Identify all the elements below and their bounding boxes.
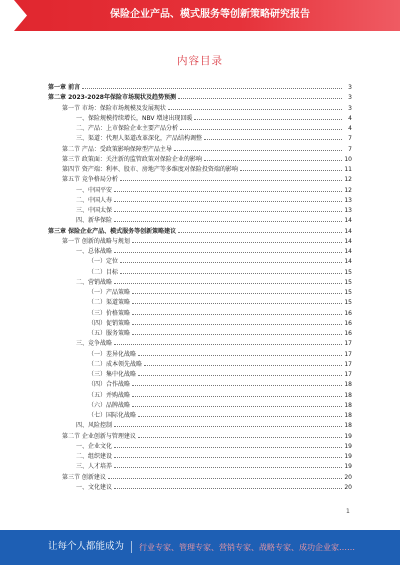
footer-roles: 行业专家、管理专家、营销专家、战略专家、成功企业家…… [139, 543, 355, 552]
toc-entry [48, 216, 352, 226]
toc-entry-text: （四）促销策略 [88, 319, 131, 327]
toc-entry-page: 13 [344, 207, 352, 214]
toc-entry-text: 第二章 2023-2028年保险市场现状及趋势预测 [48, 94, 176, 102]
toc-entry-text: 第一节 创新的战略与规划 [62, 237, 130, 245]
toc-entry [48, 462, 352, 472]
toc-dot-leader [132, 385, 342, 386]
toc-entry-text: 二、营销战略 [76, 278, 113, 286]
toc-entry-text: 一、企业文化 [76, 442, 113, 450]
toc-entry-text: 第三章 保险企业产品、模式服务等创新策略建议 [48, 227, 177, 235]
toc-entry-text: （三）价格策略 [88, 309, 131, 317]
toc-entry-page: 18 [344, 401, 352, 409]
toc-entry [48, 124, 352, 134]
toc-dot-leader [114, 457, 342, 458]
toc-title: 内容目录 [177, 55, 223, 67]
toc-dot-leader [204, 139, 342, 140]
toc-dot-leader [132, 242, 342, 243]
toc-entry [48, 329, 352, 339]
toc-entry-page: 16 [344, 330, 352, 337]
toc-entry [48, 401, 352, 411]
toc-entry-page: 19 [344, 442, 352, 450]
toc-entry-text: 二、产品：上市保险企业主要产品分析 [76, 125, 179, 132]
toc-entry-text: （五）服务策略 [88, 330, 131, 337]
toc-entry [48, 104, 352, 114]
toc-entry [48, 452, 352, 462]
toc-entry-page: 10 [344, 155, 352, 163]
toc-dot-leader [120, 262, 342, 263]
toc-entry-text: 第二节 产品：受政策影响保障型产品主导 [62, 145, 172, 153]
toc-dot-leader [114, 283, 342, 284]
toc-list [48, 83, 352, 493]
toc-entry-text: 二、组织建设 [76, 453, 113, 460]
toc-entry-text: （四）合作战略 [88, 381, 131, 389]
toc-entry-text: 一、保险规模持续增长，NBV 增速出现回暖 [76, 114, 193, 122]
toc-entry [48, 237, 352, 247]
toc-entry [48, 391, 352, 401]
toc-entry [48, 175, 352, 185]
toc-dot-leader [132, 293, 342, 294]
toc-entry [48, 350, 352, 360]
toc-entry-page: 17 [344, 340, 352, 348]
toc-entry-page: 18 [344, 381, 352, 389]
toc-entry [48, 145, 352, 155]
toc-entry-text: （六）品牌战略 [88, 401, 131, 409]
toc-entry-text: （五）并购战略 [88, 391, 131, 399]
toc-entry-text: （二）目标 [88, 268, 119, 276]
toc-entry-page: 17 [344, 371, 352, 378]
toc-dot-leader [132, 334, 342, 335]
toc-dot-leader [132, 396, 342, 397]
toc-dot-leader [114, 467, 342, 468]
toc-dot-leader [114, 488, 342, 489]
toc-entry-text: 三、中国太保 [76, 207, 113, 214]
toc-entry-page: 12 [344, 176, 352, 184]
toc-entry [48, 411, 352, 421]
toc-entry-text: （一）定位 [88, 258, 119, 266]
toc-entry-text: （二）渠道策略 [88, 299, 131, 307]
toc-entry-page: 14 [344, 237, 352, 245]
toc-entry [48, 442, 352, 452]
toc-entry-page: 15 [344, 278, 352, 286]
toc-dot-leader [178, 98, 342, 99]
toc-entry-page: 14 [344, 217, 352, 225]
toc-dot-leader [120, 273, 342, 274]
toc-entry-text: （一）产品策略 [88, 289, 131, 296]
toc-dot-leader [204, 160, 342, 161]
toc-entry-page: 7 [348, 145, 352, 153]
toc-dot-leader [132, 324, 342, 325]
toc-entry-page: 18 [344, 391, 352, 399]
toc-dot-leader [114, 426, 342, 427]
toc-entry-text: 四、新华保险 [76, 217, 113, 225]
toc-entry [48, 196, 352, 206]
toc-entry-text: 一、文化建议 [76, 483, 113, 491]
toc-dot-leader [194, 119, 342, 120]
toc-entry-text: 第一节 市场：保险市场规模及发展现状 [62, 104, 166, 112]
header-banner [0, 0, 400, 31]
toc-dot-leader [132, 406, 342, 407]
toc-dot-leader [138, 416, 342, 417]
toc-entry-page: 3 [348, 104, 352, 112]
toc-dot-leader [114, 447, 342, 448]
toc-entry-page: 16 [344, 309, 352, 317]
toc-entry-text: 三、竞争战略 [76, 340, 113, 348]
toc-entry-text: （七）国际化战略 [88, 412, 137, 419]
toc-entry [48, 432, 352, 442]
toc-entry-page: 19 [344, 463, 352, 471]
footer-banner [0, 530, 400, 565]
toc-entry [48, 155, 352, 165]
toc-entry-page: 16 [344, 319, 352, 327]
toc-dot-leader [138, 437, 342, 438]
footer-divider [131, 541, 132, 553]
toc-entry-page: 4 [348, 125, 352, 132]
toc-entry [48, 227, 352, 237]
toc-dot-leader [114, 344, 342, 345]
toc-entry [48, 483, 352, 493]
toc-entry-text: 第三节 创新建议 [62, 473, 106, 481]
toc-entry-page: 3 [348, 94, 352, 102]
report-title: 保险企业产品、模式服务等创新策略研究报告 [110, 9, 310, 20]
toc-dot-leader [180, 129, 342, 130]
toc-entry-page: 14 [344, 258, 352, 266]
toc-entry-page: 17 [344, 350, 352, 358]
toc-entry-page: 17 [344, 360, 352, 368]
toc-dot-leader [114, 221, 342, 222]
toc-dot-leader [138, 355, 342, 356]
toc-entry-page: 12 [344, 186, 352, 194]
toc-entry-page: 3 [348, 84, 352, 91]
toc-dot-leader [144, 365, 342, 366]
toc-dot-leader [132, 314, 342, 315]
toc-entry [48, 309, 352, 319]
toc-entry-page: 7 [348, 135, 352, 143]
toc-entry-text: （一）差异化战略 [88, 350, 137, 358]
toc-dot-leader [120, 180, 342, 181]
toc-entry-text: 一、总体战略 [76, 248, 113, 255]
toc-entry-page: 19 [344, 432, 352, 440]
toc-entry-page: 15 [344, 289, 352, 296]
toc-entry [48, 339, 352, 349]
toc-dot-leader [114, 201, 342, 202]
toc-dot-leader [132, 303, 342, 304]
toc-dot-leader [108, 478, 342, 479]
toc-entry-page: 20 [344, 483, 352, 491]
toc-entry-page: 14 [344, 227, 352, 235]
toc-entry [48, 380, 352, 390]
toc-entry-text: 第三节 政策面：关注新的监管政策对保险企业的影响 [62, 155, 202, 163]
toc-entry-text: 第二节 企业创新与管理建议 [62, 432, 136, 440]
toc-dot-leader [174, 150, 342, 151]
toc-entry [48, 473, 352, 483]
footer-slogan: 让每个人都能成为 [48, 541, 125, 552]
toc-dot-leader [114, 211, 342, 212]
toc-dot-leader [178, 232, 342, 233]
toc-entry [48, 421, 352, 431]
toc-entry [48, 370, 352, 380]
toc-entry-page: 14 [344, 248, 352, 255]
toc-entry-text: 二、中国人寿 [76, 196, 113, 204]
toc-dot-leader [114, 252, 342, 253]
toc-entry [48, 298, 352, 308]
toc-entry [48, 278, 352, 288]
toc-entry-text: 三、渠道：代理人渠道改革深化，产品结构调整 [76, 135, 203, 143]
toc-entry [48, 319, 352, 329]
toc-entry-page: 15 [344, 268, 352, 276]
page-number: 1 [346, 508, 350, 515]
toc-entry [48, 134, 352, 144]
toc-entry-page: 20 [344, 473, 352, 481]
toc-entry [48, 93, 352, 103]
toc-entry [48, 186, 352, 196]
toc-dot-leader [138, 375, 342, 376]
toc-entry [48, 247, 352, 257]
toc-entry [48, 288, 352, 298]
toc-entry-text: 第五节 竞争格局分析 [62, 176, 118, 184]
toc-dot-leader [82, 88, 342, 89]
toc-entry-text: 第一章 前言 [48, 84, 81, 91]
toc-entry [48, 360, 352, 370]
toc-entry-page: 19 [344, 453, 352, 460]
toc-entry-page: 4 [348, 114, 352, 122]
toc-entry [48, 268, 352, 278]
toc-entry-page: 15 [344, 299, 352, 307]
toc-entry-text: 四、风险控制 [76, 422, 113, 430]
toc-dot-leader [240, 170, 342, 171]
toc-dot-leader [168, 109, 342, 110]
toc-entry-page: 13 [344, 196, 352, 204]
toc-entry [48, 114, 352, 124]
toc-entry [48, 83, 352, 93]
toc-entry [48, 165, 352, 175]
toc-entry [48, 206, 352, 216]
toc-entry-text: （二）成本领先战略 [88, 360, 143, 368]
toc-entry [48, 257, 352, 267]
toc-entry-page: 18 [344, 422, 352, 430]
toc-entry-text: 第四节 资产端：利率、股市、房地产等多维度对保险投资端的影响 [62, 166, 238, 173]
toc-dot-leader [114, 191, 342, 192]
toc-entry-text: （三）集中化战略 [88, 371, 137, 378]
toc-entry-text: 三、人才培养 [76, 463, 113, 471]
toc-entry-page: 18 [344, 412, 352, 419]
toc-entry-text: 一、中国平安 [76, 186, 113, 194]
toc-entry-page: 11 [344, 166, 352, 173]
